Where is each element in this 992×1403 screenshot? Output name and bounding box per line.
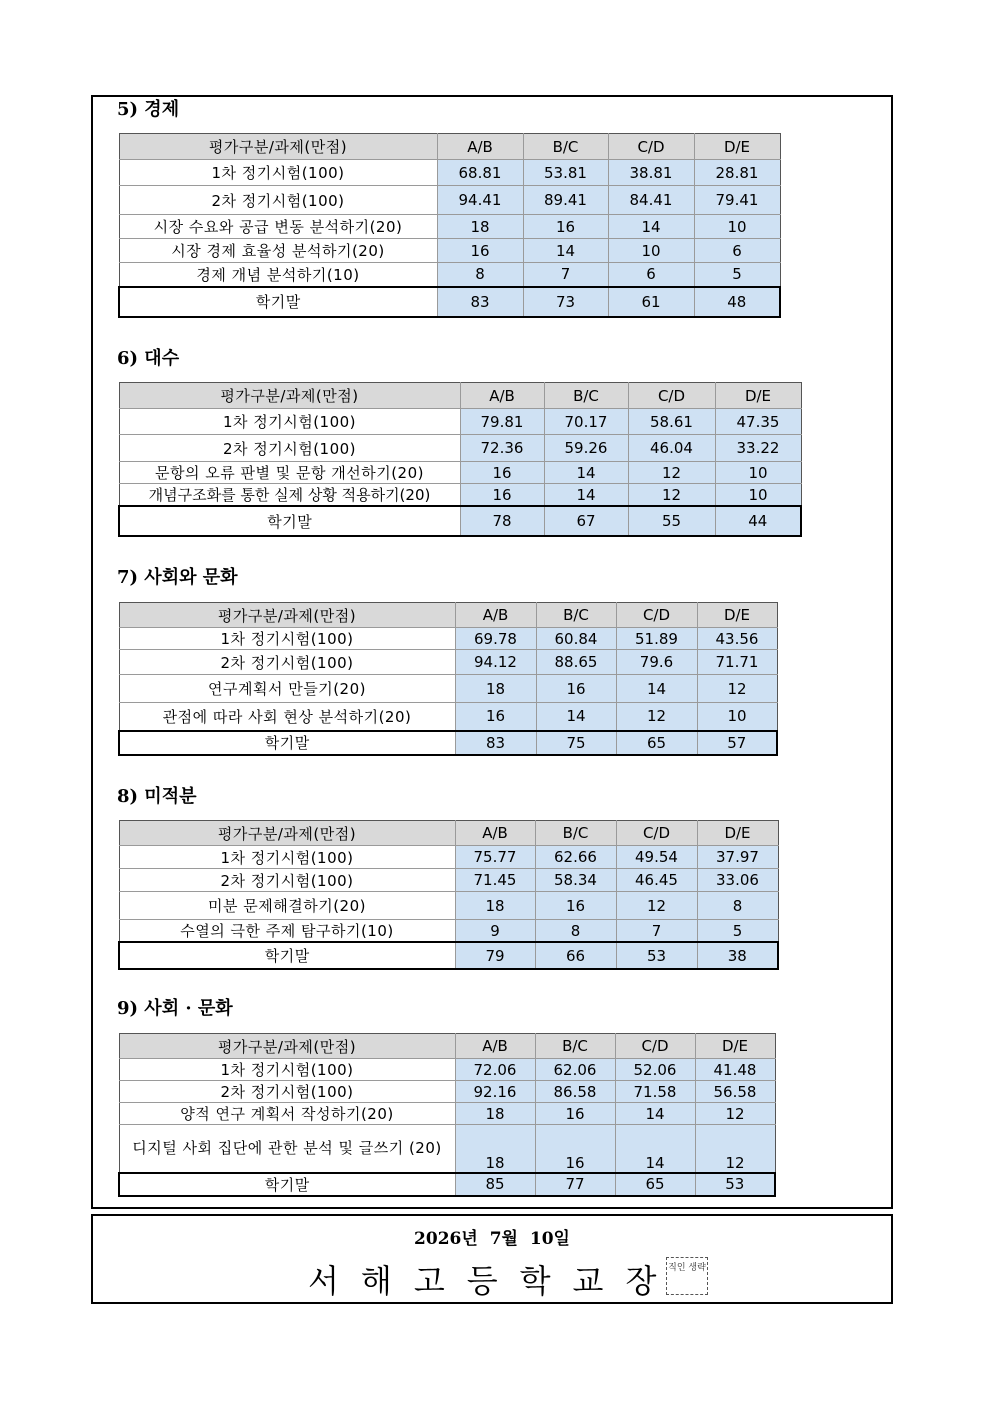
header-cell: A/B bbox=[455, 1034, 535, 1059]
cell-value: 8 bbox=[535, 920, 616, 943]
cell-value: 16 bbox=[523, 215, 608, 239]
final-value: 48 bbox=[694, 287, 780, 317]
header-cell: B/C bbox=[544, 383, 628, 409]
final-value: 44 bbox=[715, 506, 801, 536]
cell-value: 16 bbox=[535, 1125, 615, 1173]
cell-value: 94.41 bbox=[437, 186, 523, 215]
cell-value: 7 bbox=[523, 263, 608, 287]
row-label: 시장 수요와 공급 변동 분석하기(20) bbox=[119, 215, 437, 239]
header-cell: C/D bbox=[616, 821, 697, 846]
header-cell: 평가구분/과제(만점) bbox=[119, 821, 455, 846]
header-cell: 평가구분/과제(만점) bbox=[119, 603, 455, 628]
cell-value: 8 bbox=[697, 892, 778, 920]
cell-value: 14 bbox=[536, 703, 616, 731]
cell-value: 86.58 bbox=[535, 1081, 615, 1103]
cell-value: 8 bbox=[437, 263, 523, 287]
cell-value: 70.17 bbox=[544, 409, 628, 435]
cell-value: 16 bbox=[460, 484, 544, 507]
table-row bbox=[119, 160, 780, 186]
cell-value: 12 bbox=[695, 1125, 775, 1173]
cell-value: 16 bbox=[437, 239, 523, 263]
cell-value: 94.12 bbox=[455, 650, 536, 675]
cell-value: 84.41 bbox=[608, 186, 694, 215]
cell-value: 18 bbox=[455, 675, 536, 703]
final-label: 학기말 bbox=[119, 506, 460, 536]
cell-value: 41.48 bbox=[695, 1059, 775, 1081]
cell-value: 46.45 bbox=[616, 869, 697, 892]
cell-value: 71.58 bbox=[615, 1081, 695, 1103]
cell-value: 58.34 bbox=[535, 869, 616, 892]
section-title-society-culture: 7) 사회와 문화 bbox=[117, 567, 238, 588]
cell-value: 14 bbox=[616, 675, 697, 703]
final-value: 73 bbox=[523, 287, 608, 317]
table-row bbox=[119, 239, 780, 263]
cell-value: 18 bbox=[437, 215, 523, 239]
cell-value: 56.58 bbox=[695, 1081, 775, 1103]
cell-value: 6 bbox=[694, 239, 780, 263]
cell-value: 5 bbox=[697, 920, 778, 943]
table-row bbox=[119, 484, 801, 507]
final-value: 75 bbox=[536, 731, 616, 755]
principal-name: 서해고등학교장 bbox=[308, 1262, 679, 1300]
cell-value: 10 bbox=[694, 215, 780, 239]
header-cell: C/D bbox=[608, 134, 694, 160]
final-row bbox=[119, 287, 780, 317]
cell-value: 12 bbox=[695, 1103, 775, 1125]
cell-value: 16 bbox=[535, 1103, 615, 1125]
header-cell: D/E bbox=[715, 383, 801, 409]
cell-value: 62.66 bbox=[535, 846, 616, 869]
row-label: 1차 정기시험(100) bbox=[119, 846, 455, 869]
cell-value: 52.06 bbox=[615, 1059, 695, 1081]
cell-value: 14 bbox=[615, 1103, 695, 1125]
row-label: 시장 경제 효율성 분석하기(20) bbox=[119, 239, 437, 263]
final-row bbox=[119, 1173, 775, 1196]
section-title-calculus: 8) 미적분 bbox=[117, 786, 197, 807]
header-cell: B/C bbox=[535, 821, 616, 846]
row-label: 미분 문제해결하기(20) bbox=[119, 892, 455, 920]
final-value: 65 bbox=[615, 1173, 695, 1196]
table-row bbox=[119, 462, 801, 484]
cell-value: 59.26 bbox=[544, 435, 628, 462]
cell-value: 14 bbox=[523, 239, 608, 263]
header-cell: 평가구분/과제(만점) bbox=[119, 1034, 455, 1059]
grade-table-society-culture bbox=[118, 602, 778, 756]
header-cell: C/D bbox=[616, 603, 697, 628]
row-label: 경제 개념 분석하기(10) bbox=[119, 263, 437, 287]
header-cell: A/B bbox=[455, 603, 536, 628]
final-value: 83 bbox=[455, 731, 536, 755]
final-value: 61 bbox=[608, 287, 694, 317]
header-cell: A/B bbox=[455, 821, 535, 846]
table-row bbox=[119, 1103, 775, 1125]
row-label: 2차 정기시험(100) bbox=[119, 186, 437, 215]
cell-value: 49.54 bbox=[616, 846, 697, 869]
table-row bbox=[119, 263, 780, 287]
table-row bbox=[119, 650, 777, 675]
section-title-economics: 5) 경제 bbox=[117, 99, 180, 120]
row-label: 2차 정기시험(100) bbox=[119, 1081, 455, 1103]
final-value: 85 bbox=[455, 1173, 535, 1196]
cell-value: 12 bbox=[616, 703, 697, 731]
cell-value: 18 bbox=[455, 1103, 535, 1125]
cell-value: 72.06 bbox=[455, 1059, 535, 1081]
header-cell: 평가구분/과제(만점) bbox=[119, 134, 437, 160]
final-row bbox=[119, 942, 778, 969]
grade-table-calculus bbox=[118, 820, 779, 970]
row-label: 1차 정기시험(100) bbox=[119, 160, 437, 186]
row-label: 문항의 오류 판별 및 문항 개선하기(20) bbox=[119, 462, 460, 484]
header-cell: B/C bbox=[535, 1034, 615, 1059]
row-label: 1차 정기시험(100) bbox=[119, 1059, 455, 1081]
table-row bbox=[119, 628, 777, 650]
table-row bbox=[119, 846, 778, 869]
cell-value: 33.06 bbox=[697, 869, 778, 892]
cell-value: 10 bbox=[697, 703, 777, 731]
final-value: 38 bbox=[697, 942, 778, 969]
header-cell: D/E bbox=[697, 821, 778, 846]
row-label: 1차 정기시험(100) bbox=[119, 628, 455, 650]
cell-value: 53.81 bbox=[523, 160, 608, 186]
header-cell: C/D bbox=[628, 383, 715, 409]
cell-value: 10 bbox=[715, 484, 801, 507]
final-value: 55 bbox=[628, 506, 715, 536]
cell-value: 58.61 bbox=[628, 409, 715, 435]
cell-value: 71.71 bbox=[697, 650, 777, 675]
row-label: 2차 정기시험(100) bbox=[119, 869, 455, 892]
cell-value: 79.6 bbox=[616, 650, 697, 675]
row-label: 2차 정기시험(100) bbox=[119, 435, 460, 462]
final-value: 78 bbox=[460, 506, 544, 536]
section-title-algebra: 6) 대수 bbox=[117, 348, 180, 369]
cell-value: 88.65 bbox=[536, 650, 616, 675]
cell-value: 79.41 bbox=[694, 186, 780, 215]
final-label: 학기말 bbox=[119, 942, 455, 969]
cell-value: 75.77 bbox=[455, 846, 535, 869]
final-value: 65 bbox=[616, 731, 697, 755]
cell-value: 60.84 bbox=[536, 628, 616, 650]
cell-value: 10 bbox=[715, 462, 801, 484]
cell-value: 14 bbox=[608, 215, 694, 239]
final-value: 79 bbox=[455, 942, 535, 969]
cell-value: 47.35 bbox=[715, 409, 801, 435]
final-label: 학기말 bbox=[119, 731, 455, 755]
table-row bbox=[119, 869, 778, 892]
grade-table-economics bbox=[118, 133, 781, 318]
grade-table-society-culture-2 bbox=[118, 1033, 776, 1197]
row-label: 연구계획서 만들기(20) bbox=[119, 675, 455, 703]
table-row bbox=[119, 675, 777, 703]
table-row bbox=[119, 186, 780, 215]
cell-value: 7 bbox=[616, 920, 697, 943]
cell-value: 69.78 bbox=[455, 628, 536, 650]
row-label: 2차 정기시험(100) bbox=[119, 650, 455, 675]
header-cell: D/E bbox=[697, 603, 777, 628]
table-row bbox=[119, 703, 777, 731]
table-row bbox=[119, 892, 778, 920]
cell-value: 38.81 bbox=[608, 160, 694, 186]
header-cell: A/B bbox=[437, 134, 523, 160]
header-cell: A/B bbox=[460, 383, 544, 409]
final-row bbox=[119, 506, 801, 536]
header-cell: 평가구분/과제(만점) bbox=[119, 383, 460, 409]
final-value: 77 bbox=[535, 1173, 615, 1196]
seal-omitted-stamp: 직인 생략 bbox=[666, 1257, 708, 1295]
cell-value: 9 bbox=[455, 920, 535, 943]
cell-value: 14 bbox=[615, 1125, 695, 1173]
cell-value: 12 bbox=[628, 484, 715, 507]
table-row bbox=[119, 1125, 775, 1173]
cell-value: 79.81 bbox=[460, 409, 544, 435]
cell-value: 16 bbox=[535, 892, 616, 920]
final-value: 66 bbox=[535, 942, 616, 969]
row-label: 디지털 사회 집단에 관한 분석 및 글쓰기 (20) bbox=[119, 1125, 455, 1173]
cell-value: 10 bbox=[608, 239, 694, 263]
row-label: 개념구조화를 통한 실제 상황 적용하기(20) bbox=[119, 484, 460, 507]
cell-value: 68.81 bbox=[437, 160, 523, 186]
cell-value: 12 bbox=[628, 462, 715, 484]
issue-date: 2026년 7월 10일 bbox=[414, 1229, 570, 1249]
row-label: 1차 정기시험(100) bbox=[119, 409, 460, 435]
cell-value: 18 bbox=[455, 1125, 535, 1173]
final-value: 83 bbox=[437, 287, 523, 317]
cell-value: 6 bbox=[608, 263, 694, 287]
cell-value: 72.36 bbox=[460, 435, 544, 462]
cell-value: 16 bbox=[536, 675, 616, 703]
cell-value: 14 bbox=[544, 484, 628, 507]
header-cell: C/D bbox=[615, 1034, 695, 1059]
header-cell: D/E bbox=[694, 134, 780, 160]
cell-value: 43.56 bbox=[697, 628, 777, 650]
header-cell: B/C bbox=[536, 603, 616, 628]
cell-value: 12 bbox=[616, 892, 697, 920]
cell-value: 28.81 bbox=[694, 160, 780, 186]
final-value: 67 bbox=[544, 506, 628, 536]
cell-value: 89.41 bbox=[523, 186, 608, 215]
row-label: 양적 연구 계획서 작성하기(20) bbox=[119, 1103, 455, 1125]
final-label: 학기말 bbox=[119, 1173, 455, 1196]
cell-value: 51.89 bbox=[616, 628, 697, 650]
cell-value: 33.22 bbox=[715, 435, 801, 462]
header-cell: B/C bbox=[523, 134, 608, 160]
cell-value: 62.06 bbox=[535, 1059, 615, 1081]
cell-value: 14 bbox=[544, 462, 628, 484]
section-title-society-culture-2: 9) 사회 · 문화 bbox=[117, 998, 233, 1019]
final-label: 학기말 bbox=[119, 287, 437, 317]
table-row bbox=[119, 409, 801, 435]
cell-value: 12 bbox=[697, 675, 777, 703]
row-label: 관점에 따라 사회 현상 분석하기(20) bbox=[119, 703, 455, 731]
table-row bbox=[119, 920, 778, 943]
final-row bbox=[119, 731, 777, 755]
grade-table-algebra bbox=[118, 382, 802, 537]
cell-value: 71.45 bbox=[455, 869, 535, 892]
final-value: 53 bbox=[695, 1173, 775, 1196]
document-footer bbox=[91, 1214, 893, 1304]
cell-value: 5 bbox=[694, 263, 780, 287]
cell-value: 92.16 bbox=[455, 1081, 535, 1103]
final-value: 53 bbox=[616, 942, 697, 969]
row-label: 수열의 극한 주제 탐구하기(10) bbox=[119, 920, 455, 943]
table-row bbox=[119, 435, 801, 462]
cell-value: 16 bbox=[455, 703, 536, 731]
cell-value: 18 bbox=[455, 892, 535, 920]
cell-value: 37.97 bbox=[697, 846, 778, 869]
cell-value: 16 bbox=[460, 462, 544, 484]
header-cell: D/E bbox=[695, 1034, 775, 1059]
table-row bbox=[119, 1081, 775, 1103]
table-row bbox=[119, 215, 780, 239]
table-row bbox=[119, 1059, 775, 1081]
final-value: 57 bbox=[697, 731, 777, 755]
cell-value: 46.04 bbox=[628, 435, 715, 462]
